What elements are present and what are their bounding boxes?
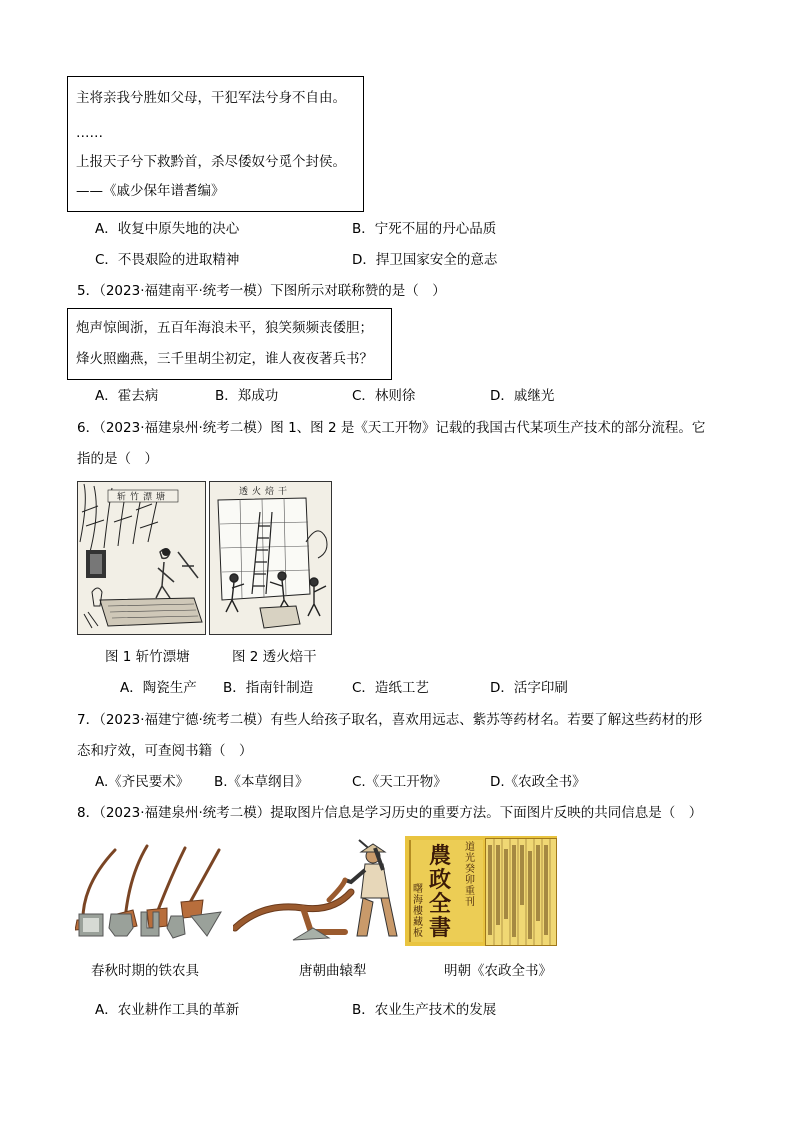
q8-book-image [405,836,557,946]
q6-option-c[interactable]: C．造纸工艺 [352,680,429,696]
q5-couplet-line-1: 炮声惊闽浙，五百年海浪未平，狼笑频频丧倭胆； [76,320,373,336]
q8-option-b[interactable]: B．农业生产技术的发展 [352,1002,497,1018]
q4-quote-line-3: 上报天子兮下救黔首，杀尽倭奴兮觅个封侯。 [76,154,346,170]
fig2-woodcut-title: 透火焙干 [238,487,292,497]
q8-caption-1: 春秋时期的铁农具 [91,963,199,979]
q6-stem-line-1: 6．（2023·福建泉州·统考二模）图 1、图 2 是《天工开物》记载的我国古代某项生产技术的部分流程。它 [77,420,706,436]
fig1-woodcut-title: 斩竹漂塘 [116,492,170,503]
q5-couplet-box [67,308,392,380]
q6-option-a[interactable]: A．陶瓷生产 [120,680,197,696]
q4-quote-line-2: …… [76,125,103,141]
q7-stem-line-1: 7．（2023·福建宁德·统考二模）有些人给孩子取名，喜欢用远志、紫苏等药材名。若要了解这些药材的形 [77,712,703,728]
q6-caption-1: 图 1 斩竹漂塘 [105,649,190,665]
q4-quote-source: ——《戚少保年谱耆编》 [76,183,225,199]
q6-stem-line-2: 指的是（ ） [77,451,158,467]
q6-figure-2 [209,481,332,635]
q6-caption-2: 图 2 透火焙干 [232,649,317,665]
q7-option-d[interactable]: D.《农政全书》 [490,774,586,790]
q8-caption-3: 明朝《农政全书》 [444,963,552,979]
q5-option-c[interactable]: C．林则徐 [352,388,416,404]
q8-book-cover-title: 農政全書 [429,843,452,941]
q8-caption-2: 唐朝曲辕犁 [299,963,367,979]
q6-figure-1 [77,481,206,635]
q8-book-cover [409,840,483,942]
q4-quote-box [67,76,364,212]
q7-option-a[interactable]: A.《齐民要术》 [95,774,190,790]
q5-option-a[interactable]: A．霍去病 [95,388,159,404]
q4-option-a[interactable]: A．收复中原失地的决心 [95,221,240,237]
q8-book-bottom-text: 曙海樓藏板 [413,884,423,939]
q7-option-b[interactable]: B.《本草纲目》 [214,774,309,790]
q4-quote-line-1: 主将亲我兮胜如父母，干犯军法兮身不自由。 [76,90,346,106]
q4-option-c[interactable]: C．不畏艰险的进取精神 [95,252,240,268]
q5-option-d[interactable]: D．戚继光 [490,388,555,404]
q7-stem-line-2: 态和疗效，可查阅书籍（ ） [77,743,253,759]
q8-book-inner-page [485,838,557,946]
q6-option-d[interactable]: D．活字印刷 [490,680,568,696]
q5-option-b[interactable]: B．郑成功 [215,388,279,404]
q7-option-c[interactable]: C.《天工开物》 [352,774,447,790]
q8-option-a[interactable]: A．农业耕作工具的革新 [95,1002,240,1018]
bamboo-soaking-illustration [78,482,205,634]
q6-option-b[interactable]: B．指南针制造 [223,680,314,696]
q8-stem: 8．（2023·福建泉州·统考二模）提取图片信息是学习历史的重要方法。下面图片反映的共同信息是（ ） [77,805,703,821]
drying-over-fire-illustration [210,482,331,634]
q5-couplet-line-2: 烽火照幽燕，三千里胡尘初定，谁人夜夜著兵书？ [76,351,373,367]
q4-option-b[interactable]: B．宁死不屈的丹心品质 [352,221,497,237]
q8-iron-tools-image [75,836,225,946]
q4-option-d[interactable]: D．捍卫国家安全的意志 [352,252,498,268]
q8-book-side-text: 道光癸卯重刊 [465,842,475,908]
q8-curved-plow-image [233,836,403,946]
q5-stem: 5．（2023·福建南平·统考一模）下图所示对联称赞的是（ ） [77,283,446,299]
